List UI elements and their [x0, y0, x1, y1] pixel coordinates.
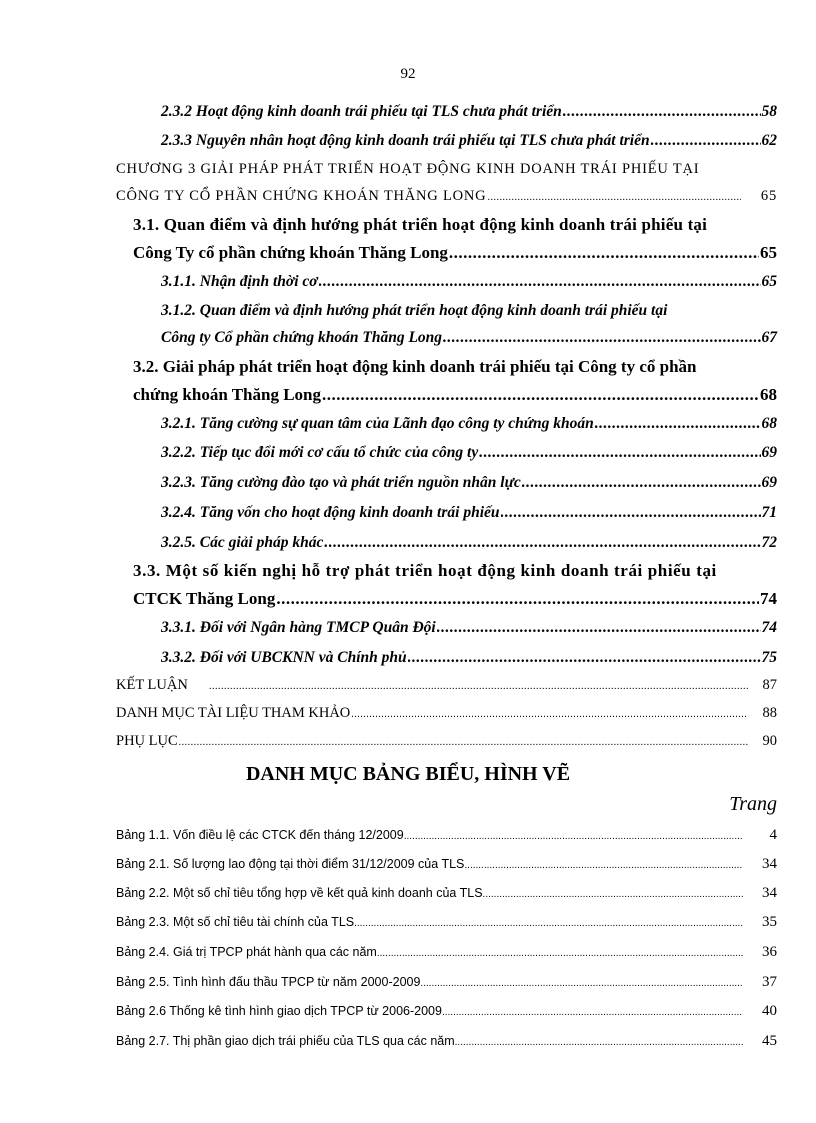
table-list-title: Bảng 2.2. Một số chỉ tiêu tổng hợp về kết quả kinh doanh của TLS [116, 886, 483, 900]
toc-entry-title: Công ty Cổ phần chứng khoán Thăng Long [161, 329, 443, 346]
table-list-item[interactable] [116, 1033, 777, 1050]
table-list-page: 45 [762, 1033, 777, 1049]
toc-entry-title: PHỤ LỤC [116, 733, 178, 749]
toc-entry[interactable] [161, 273, 777, 291]
toc-chapter-line1: CHƯƠNG 3 GIẢI PHÁP PHÁT TRIỂN HOẠT ĐỘNG KINH DOANH TRÁI PHIẾU TẠI [116, 161, 700, 177]
dot-leader [179, 737, 748, 748]
toc-entry-title: 2.3.2 Hoạt động kinh doanh trái phiếu tại TLS chưa phát triển [161, 103, 562, 120]
toc-entry[interactable] [161, 619, 777, 637]
table-list-item[interactable] [116, 974, 777, 991]
toc-section-line1: 3.1. Quan điểm và định hướng phát triển hoạt động kinh doanh trái phiếu tại [133, 215, 708, 234]
table-list-page: 4 [769, 827, 777, 843]
toc-entry[interactable] [161, 474, 777, 492]
table-list-item[interactable] [116, 1003, 777, 1020]
table-list-page: 40 [762, 1003, 777, 1019]
toc-entry-page: 74 [761, 619, 777, 636]
dot-leader [651, 132, 761, 150]
dot-leader [319, 273, 761, 291]
toc-entry-page: 69 [761, 474, 777, 491]
dot-leader [377, 948, 743, 959]
table-list-page: 34 [762, 856, 777, 872]
toc-entry-page: 67 [761, 329, 777, 346]
toc-entry[interactable] [161, 534, 777, 552]
table-list-item[interactable] [116, 914, 777, 931]
toc-entry-title: CÔNG TY CỔ PHẦN CHỨNG KHOÁN THĂNG LONG [116, 188, 487, 204]
table-list-page: 34 [762, 885, 777, 901]
toc-entry-page: 72 [761, 534, 777, 551]
dot-leader [595, 415, 761, 433]
toc-entry-page: 69 [761, 444, 777, 461]
dot-leader [487, 192, 740, 203]
dot-leader [276, 589, 759, 609]
toc-entry-line1: 3.1.2. Quan điểm và định hướng phát triển hoạt động kinh doanh trái phiếu tại [161, 302, 668, 319]
dot-leader [479, 444, 760, 462]
toc-entry-title: KẾT LUẬN [116, 677, 188, 693]
toc-entry-page: 65 [761, 273, 777, 290]
table-list-title: Bảng 2.1. Số lượng lao động tại thời điểm 31/12/2009 của TLS [116, 857, 465, 871]
toc-section-line1: 3.3. Một số kiến nghị hỗ trợ phát triển hoạt động kinh doanh trái phiếu tại [133, 561, 717, 580]
dot-leader [455, 1037, 743, 1048]
table-list-title: Bảng 2.4. Giá trị TPCP phát hành qua các năm [116, 945, 377, 959]
toc-entry-page: 71 [761, 504, 777, 521]
toc-entry[interactable] [161, 103, 777, 121]
toc-entry-title: chứng khoán Thăng Long [133, 385, 322, 404]
toc-entry-page: 65 [760, 243, 777, 262]
table-list-title: Bảng 2.3. Một số chỉ tiêu tài chính của TLS [116, 915, 355, 929]
page-column-header: Trang [729, 793, 777, 815]
toc-entry[interactable] [161, 444, 777, 462]
toc-section[interactable] [133, 589, 777, 609]
toc-entry-page: 65 [760, 188, 777, 204]
toc-entry-title: 3.1.1. Nhận định thời cơ [161, 273, 318, 290]
toc-chapter[interactable] [116, 188, 777, 205]
dot-leader [442, 1007, 743, 1018]
toc-entry-title: 3.2.5. Các giải pháp khác [161, 534, 324, 551]
toc-entry-title: 3.3.1. Đối với Ngân hàng TMCP Quân Đội [161, 619, 436, 636]
toc-entry-page: 90 [762, 733, 777, 749]
dot-leader [404, 831, 743, 842]
dot-leader [322, 385, 759, 405]
toc-entry-title: CTCK Thăng Long [133, 589, 276, 608]
toc-entry-title: 3.3.2. Đối với UBCKNN và Chính phủ [161, 649, 407, 666]
table-list-page: 37 [762, 974, 777, 990]
table-list-item[interactable] [116, 885, 777, 902]
toc-entry[interactable] [161, 415, 777, 433]
dot-leader [449, 243, 759, 263]
toc-entry-page: 88 [762, 705, 777, 721]
dot-leader [563, 103, 761, 121]
dot-leader [324, 534, 760, 552]
page-number: 92 [400, 66, 416, 82]
dot-leader [209, 681, 748, 692]
toc-backmatter[interactable] [116, 677, 777, 694]
toc-entry-title: 3.2.2. Tiếp tục đổi mới cơ cấu tổ chức của công ty [161, 444, 479, 461]
table-list-page: 36 [762, 944, 777, 960]
toc-entry[interactable] [161, 504, 777, 522]
toc-entry-page: 74 [760, 589, 777, 608]
table-list-item[interactable] [116, 944, 777, 961]
dot-leader [522, 474, 761, 492]
toc-entry-title: 3.2.3. Tăng cường đào tạo và phát triển nguồn nhân lực [161, 474, 521, 491]
toc-backmatter[interactable] [116, 733, 777, 750]
dot-leader [420, 978, 743, 989]
toc-entry-title: DANH MỤC TÀI LIỆU THAM KHẢO [116, 705, 351, 721]
dot-leader [408, 649, 761, 667]
toc-entry-title: 2.3.3 Nguyên nhân hoạt động kinh doanh trái phiếu tại TLS chưa phát triển [161, 132, 650, 149]
dot-leader [501, 504, 761, 522]
toc-entry-page: 75 [761, 649, 777, 666]
dot-leader [437, 619, 761, 637]
toc-entry-page: 68 [760, 385, 777, 404]
dot-leader [354, 918, 743, 929]
table-list-title: Bảng 2.7. Thị phần giao dịch trái phiếu của TLS qua các năm [116, 1034, 455, 1048]
dot-leader [483, 889, 743, 900]
toc-entry-title: Công Ty cổ phần chứng khoán Thăng Long [133, 243, 448, 262]
tables-list-title: DANH MỤC BẢNG BIỂU, HÌNH VẼ [245, 763, 571, 785]
toc-entry[interactable] [161, 132, 777, 150]
table-list-page: 35 [762, 914, 777, 930]
toc-section-line1: 3.2. Giải pháp phát triển hoạt động kinh doanh trái phiếu tại Công ty cổ phần [133, 357, 697, 376]
toc-section[interactable] [133, 243, 777, 263]
table-list-item[interactable] [116, 856, 777, 873]
dot-leader [351, 709, 747, 720]
toc-entry-title: 3.2.1. Tăng cường sự quan tâm của Lãnh đạo công ty chứng khoán [161, 415, 594, 432]
toc-entry-page: 87 [762, 677, 777, 693]
table-list-title: Bảng 2.6 Thống kê tình hình giao dịch TPCP từ 2006-2009 [116, 1004, 442, 1018]
table-list-item[interactable] [116, 827, 777, 844]
toc-entry-page: 58 [761, 103, 777, 120]
toc-entry-page: 68 [761, 415, 777, 432]
table-list-title: Bảng 1.1. Vốn điều lệ các CTCK đến tháng 12/2009 [116, 828, 404, 842]
toc-backmatter[interactable] [116, 705, 777, 722]
toc-entry-page: 62 [761, 132, 777, 149]
toc-entry[interactable] [161, 649, 777, 667]
toc-entry-title: 3.2.4. Tăng vốn cho hoạt động kinh doanh trái phiếu [161, 504, 500, 521]
table-list-title: Bảng 2.5. Tình hình đấu thầu TPCP từ năm 2000-2009 [116, 975, 421, 989]
dot-leader [443, 329, 760, 347]
toc-entry[interactable] [161, 329, 777, 347]
toc-section[interactable] [133, 385, 777, 405]
dot-leader [464, 860, 743, 871]
